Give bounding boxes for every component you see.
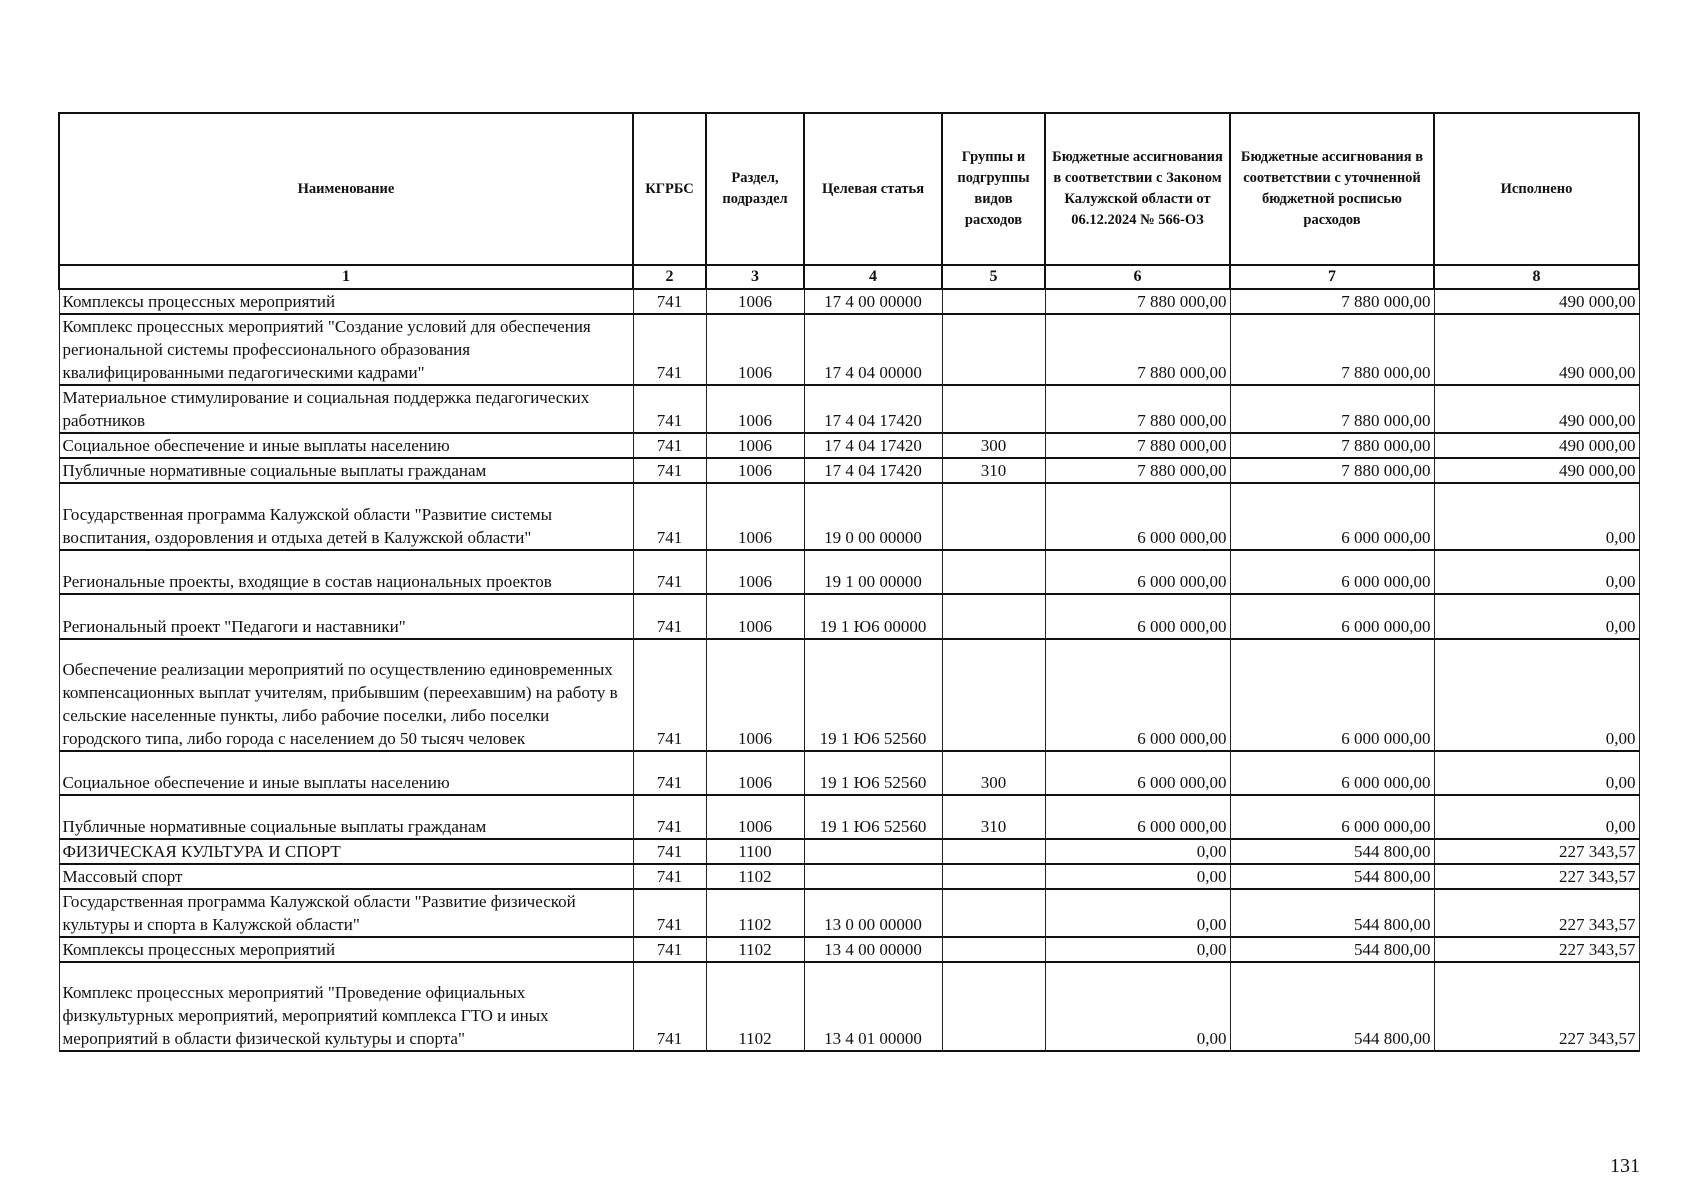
row-ispolneno-amount: 0,00 bbox=[1434, 550, 1639, 594]
row-vid-rashodov: 310 bbox=[942, 795, 1045, 839]
row-ispolneno-amount: 227 343,57 bbox=[1434, 889, 1639, 937]
row-rospis-amount: 7 880 000,00 bbox=[1230, 458, 1434, 483]
row-kgrbs: 741 bbox=[633, 751, 706, 795]
row-kgrbs: 741 bbox=[633, 483, 706, 550]
row-vid-rashodov bbox=[942, 289, 1045, 314]
row-rospis-amount: 6 000 000,00 bbox=[1230, 795, 1434, 839]
row-ispolneno-amount: 490 000,00 bbox=[1434, 433, 1639, 458]
row-name: Социальное обеспечение и иные выплаты населению bbox=[59, 433, 633, 458]
table-row bbox=[59, 483, 1639, 550]
row-zakon-amount: 0,00 bbox=[1045, 962, 1230, 1051]
row-kgrbs: 741 bbox=[633, 937, 706, 962]
row-zakon-amount: 7 880 000,00 bbox=[1045, 458, 1230, 483]
row-ispolneno-amount: 490 000,00 bbox=[1434, 314, 1639, 385]
row-zakon-amount: 6 000 000,00 bbox=[1045, 550, 1230, 594]
row-kgrbs: 741 bbox=[633, 550, 706, 594]
table-row bbox=[59, 962, 1639, 1051]
header-name: Наименование bbox=[59, 113, 633, 265]
row-razdel: 1006 bbox=[706, 385, 804, 433]
row-rospis-amount: 544 800,00 bbox=[1230, 962, 1434, 1051]
row-rospis-amount: 544 800,00 bbox=[1230, 839, 1434, 864]
row-name: Материальное стимулирование и социальная поддержка педагогических работников bbox=[59, 385, 633, 433]
table-row bbox=[59, 314, 1639, 385]
row-razdel: 1006 bbox=[706, 433, 804, 458]
table-row bbox=[59, 639, 1639, 751]
table-row bbox=[59, 751, 1639, 795]
column-number: 7 bbox=[1230, 265, 1434, 289]
row-kgrbs: 741 bbox=[633, 795, 706, 839]
row-ispolneno-amount: 0,00 bbox=[1434, 639, 1639, 751]
row-name: Комплексы процессных мероприятий bbox=[59, 289, 633, 314]
row-zakon-amount: 6 000 000,00 bbox=[1045, 751, 1230, 795]
row-celevaya-statya: 17 4 04 17420 bbox=[804, 433, 942, 458]
row-vid-rashodov: 300 bbox=[942, 433, 1045, 458]
row-celevaya-statya: 19 1 Ю6 52560 bbox=[804, 751, 942, 795]
row-name: Комплекс процессных мероприятий "Создание условий для обеспечения региональной системы профессионального образования квалифицированными педагогическими кадрами" bbox=[59, 314, 633, 385]
row-vid-rashodov: 300 bbox=[942, 751, 1045, 795]
row-celevaya-statya: 13 4 01 00000 bbox=[804, 962, 942, 1051]
row-vid-rashodov bbox=[942, 594, 1045, 639]
column-number: 3 bbox=[706, 265, 804, 289]
row-ispolneno-amount: 227 343,57 bbox=[1434, 839, 1639, 864]
column-number: 4 bbox=[804, 265, 942, 289]
row-razdel: 1006 bbox=[706, 458, 804, 483]
table-row bbox=[59, 458, 1639, 483]
row-ispolneno-amount: 227 343,57 bbox=[1434, 962, 1639, 1051]
row-ispolneno-amount: 227 343,57 bbox=[1434, 864, 1639, 889]
row-vid-rashodov bbox=[942, 639, 1045, 751]
header-celevaya-statya: Целевая статья bbox=[804, 113, 942, 265]
row-celevaya-statya: 13 4 00 00000 bbox=[804, 937, 942, 962]
row-razdel: 1102 bbox=[706, 889, 804, 937]
row-kgrbs: 741 bbox=[633, 385, 706, 433]
row-razdel: 1102 bbox=[706, 937, 804, 962]
row-rospis-amount: 544 800,00 bbox=[1230, 937, 1434, 962]
row-celevaya-statya: 17 4 04 17420 bbox=[804, 458, 942, 483]
row-vid-rashodov: 310 bbox=[942, 458, 1045, 483]
table-row bbox=[59, 864, 1639, 889]
row-vid-rashodov bbox=[942, 889, 1045, 937]
row-vid-rashodov bbox=[942, 385, 1045, 433]
table-row bbox=[59, 839, 1639, 864]
row-zakon-amount: 0,00 bbox=[1045, 937, 1230, 962]
row-vid-rashodov bbox=[942, 314, 1045, 385]
header-kgrbs: КГРБС bbox=[633, 113, 706, 265]
row-rospis-amount: 6 000 000,00 bbox=[1230, 550, 1434, 594]
row-rospis-amount: 544 800,00 bbox=[1230, 864, 1434, 889]
row-vid-rashodov bbox=[942, 962, 1045, 1051]
column-number-row bbox=[59, 265, 1639, 289]
table-row bbox=[59, 550, 1639, 594]
row-ispolneno-amount: 0,00 bbox=[1434, 795, 1639, 839]
row-zakon-amount: 0,00 bbox=[1045, 839, 1230, 864]
row-name: Публичные нормативные социальные выплаты гражданам bbox=[59, 458, 633, 483]
row-zakon-amount: 0,00 bbox=[1045, 889, 1230, 937]
row-vid-rashodov bbox=[942, 483, 1045, 550]
row-ispolneno-amount: 490 000,00 bbox=[1434, 289, 1639, 314]
row-rospis-amount: 7 880 000,00 bbox=[1230, 433, 1434, 458]
row-name: Массовый спорт bbox=[59, 864, 633, 889]
column-number: 2 bbox=[633, 265, 706, 289]
row-celevaya-statya: 13 0 00 00000 bbox=[804, 889, 942, 937]
row-celevaya-statya: 19 0 00 00000 bbox=[804, 483, 942, 550]
row-vid-rashodov bbox=[942, 937, 1045, 962]
row-name: Региональный проект "Педагоги и наставники" bbox=[59, 594, 633, 639]
row-razdel: 1006 bbox=[706, 795, 804, 839]
row-ispolneno-amount: 490 000,00 bbox=[1434, 385, 1639, 433]
row-celevaya-statya: 19 1 Ю6 52560 bbox=[804, 795, 942, 839]
row-ispolneno-amount: 227 343,57 bbox=[1434, 937, 1639, 962]
row-razdel: 1006 bbox=[706, 639, 804, 751]
row-rospis-amount: 6 000 000,00 bbox=[1230, 751, 1434, 795]
row-kgrbs: 741 bbox=[633, 433, 706, 458]
row-rospis-amount: 7 880 000,00 bbox=[1230, 289, 1434, 314]
row-zakon-amount: 7 880 000,00 bbox=[1045, 314, 1230, 385]
row-zakon-amount: 7 880 000,00 bbox=[1045, 385, 1230, 433]
budget-table bbox=[58, 112, 1640, 1052]
table-body bbox=[59, 289, 1639, 1051]
row-kgrbs: 741 bbox=[633, 839, 706, 864]
row-kgrbs: 741 bbox=[633, 864, 706, 889]
row-name: Государственная программа Калужской области "Развитие физической культуры и спорта в Калужской области" bbox=[59, 889, 633, 937]
row-kgrbs: 741 bbox=[633, 639, 706, 751]
row-rospis-amount: 7 880 000,00 bbox=[1230, 385, 1434, 433]
row-razdel: 1006 bbox=[706, 289, 804, 314]
table-row bbox=[59, 433, 1639, 458]
row-razdel: 1006 bbox=[706, 314, 804, 385]
budget-table-container bbox=[58, 112, 1638, 1052]
row-rospis-amount: 7 880 000,00 bbox=[1230, 314, 1434, 385]
row-vid-rashodov bbox=[942, 550, 1045, 594]
row-name: Публичные нормативные социальные выплаты гражданам bbox=[59, 795, 633, 839]
row-name: ФИЗИЧЕСКАЯ КУЛЬТУРА И СПОРТ bbox=[59, 839, 633, 864]
row-name: Комплексы процессных мероприятий bbox=[59, 937, 633, 962]
row-rospis-amount: 544 800,00 bbox=[1230, 889, 1434, 937]
header-razdel: Раздел, подраздел bbox=[706, 113, 804, 265]
row-razdel: 1006 bbox=[706, 550, 804, 594]
row-zakon-amount: 0,00 bbox=[1045, 864, 1230, 889]
row-kgrbs: 741 bbox=[633, 289, 706, 314]
column-number: 1 bbox=[59, 265, 633, 289]
row-vid-rashodov bbox=[942, 864, 1045, 889]
row-name: Обеспечение реализации мероприятий по осуществлению единовременных компенсационных выплат учителям, прибывшим (переехавшим) на работу в сельские населенные пункты, либо рабочие поселки, либо поселки городского типа, либо города с населением до 50 тысяч человек bbox=[59, 639, 633, 751]
row-celevaya-statya: 17 4 04 00000 bbox=[804, 314, 942, 385]
table-row bbox=[59, 594, 1639, 639]
column-number: 6 bbox=[1045, 265, 1230, 289]
row-name: Региональные проекты, входящие в состав национальных проектов bbox=[59, 550, 633, 594]
row-ispolneno-amount: 490 000,00 bbox=[1434, 458, 1639, 483]
row-ispolneno-amount: 0,00 bbox=[1434, 483, 1639, 550]
header-ispolneno: Исполнено bbox=[1434, 113, 1639, 265]
row-zakon-amount: 6 000 000,00 bbox=[1045, 483, 1230, 550]
column-number: 5 bbox=[942, 265, 1045, 289]
table-row bbox=[59, 385, 1639, 433]
row-celevaya-statya bbox=[804, 839, 942, 864]
row-zakon-amount: 7 880 000,00 bbox=[1045, 433, 1230, 458]
row-celevaya-statya: 19 1 Ю6 52560 bbox=[804, 639, 942, 751]
column-number: 8 bbox=[1434, 265, 1639, 289]
table-row bbox=[59, 889, 1639, 937]
row-ispolneno-amount: 0,00 bbox=[1434, 751, 1639, 795]
row-name: Социальное обеспечение и иные выплаты населению bbox=[59, 751, 633, 795]
row-rospis-amount: 6 000 000,00 bbox=[1230, 639, 1434, 751]
page-number: 131 bbox=[1610, 1155, 1640, 1177]
row-celevaya-statya bbox=[804, 864, 942, 889]
table-row bbox=[59, 937, 1639, 962]
row-zakon-amount: 6 000 000,00 bbox=[1045, 639, 1230, 751]
row-razdel: 1006 bbox=[706, 483, 804, 550]
row-name: Комплекс процессных мероприятий "Проведение официальных физкультурных мероприятий, мероприятий комплекса ГТО и иных мероприятий в области физической культуры и спорта" bbox=[59, 962, 633, 1051]
row-zakon-amount: 7 880 000,00 bbox=[1045, 289, 1230, 314]
row-razdel: 1006 bbox=[706, 751, 804, 795]
row-rospis-amount: 6 000 000,00 bbox=[1230, 594, 1434, 639]
header-vid-rashodov: Группы и подгруппы видов расходов bbox=[942, 113, 1045, 265]
row-ispolneno-amount: 0,00 bbox=[1434, 594, 1639, 639]
row-kgrbs: 741 bbox=[633, 314, 706, 385]
header-row bbox=[59, 113, 1639, 265]
row-name: Государственная программа Калужской области "Развитие системы воспитания, оздоровления и отдыха детей в Калужской области" bbox=[59, 483, 633, 550]
row-razdel: 1102 bbox=[706, 962, 804, 1051]
row-zakon-amount: 6 000 000,00 bbox=[1045, 795, 1230, 839]
header-zakon-assignments: Бюджетные ассигнования в соответствии с Законом Калужской области от 06.12.2024 № 566-ОЗ bbox=[1045, 113, 1230, 265]
row-razdel: 1100 bbox=[706, 839, 804, 864]
row-kgrbs: 741 bbox=[633, 962, 706, 1051]
row-celevaya-statya: 17 4 00 00000 bbox=[804, 289, 942, 314]
row-razdel: 1102 bbox=[706, 864, 804, 889]
row-zakon-amount: 6 000 000,00 bbox=[1045, 594, 1230, 639]
row-kgrbs: 741 bbox=[633, 594, 706, 639]
row-razdel: 1006 bbox=[706, 594, 804, 639]
header-rospis-assignments: Бюджетные ассигнования в соответствии с уточненной бюджетной росписью расходов bbox=[1230, 113, 1434, 265]
row-rospis-amount: 6 000 000,00 bbox=[1230, 483, 1434, 550]
table-row bbox=[59, 289, 1639, 314]
row-vid-rashodov bbox=[942, 839, 1045, 864]
row-kgrbs: 741 bbox=[633, 458, 706, 483]
row-celevaya-statya: 17 4 04 17420 bbox=[804, 385, 942, 433]
row-celevaya-statya: 19 1 00 00000 bbox=[804, 550, 942, 594]
row-celevaya-statya: 19 1 Ю6 00000 bbox=[804, 594, 942, 639]
table-row bbox=[59, 795, 1639, 839]
row-kgrbs: 741 bbox=[633, 889, 706, 937]
